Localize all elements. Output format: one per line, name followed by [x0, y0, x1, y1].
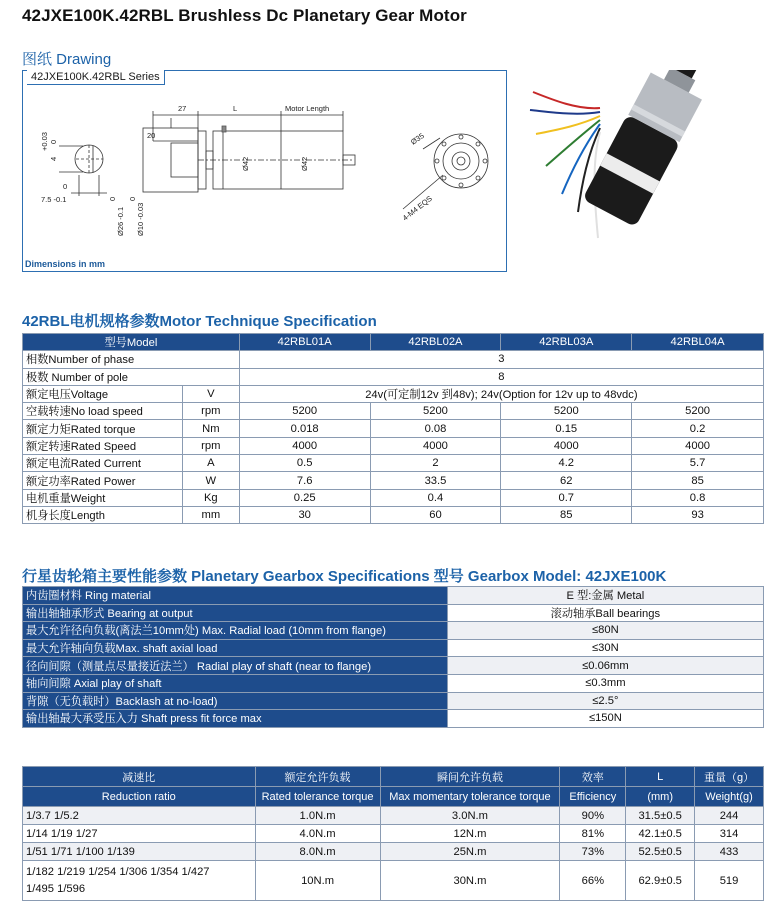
table-row [23, 604, 764, 622]
cell: 0.15 [501, 420, 632, 437]
row-label: 轴向间隙 Axial play of shaft [23, 674, 448, 692]
cell: 4000 [370, 437, 501, 454]
cell: 4.2 [501, 455, 632, 472]
row-label: 额定力矩Rated torque [23, 420, 183, 437]
table-row [23, 861, 764, 901]
table-row [23, 622, 764, 640]
cell: 30 [239, 506, 370, 523]
cell: 33.5 [370, 472, 501, 489]
table-header-row [23, 787, 764, 807]
header-ratio: Reduction ratio [23, 787, 256, 807]
table-header-row [23, 767, 764, 787]
dim-tol-4: +0.03 [40, 132, 49, 151]
cell-ratio-line1: 1/182 1/219 1/254 1/306 1/354 1/427 [26, 865, 210, 878]
header-model-04a: 42RBL04A [632, 334, 764, 351]
cell: 5200 [370, 403, 501, 420]
row-value: 3 [239, 351, 763, 368]
cell: 314 [695, 825, 764, 843]
row-unit: rpm [182, 437, 239, 454]
row-label: 最大允许径向负载(离法兰10mm处) Max. Radial load (10mm from flange) [23, 622, 448, 640]
cell: 433 [695, 843, 764, 861]
cell: 10N.m [255, 861, 380, 901]
header-model-03a: 42RBL03A [501, 334, 632, 351]
row-value: ≤80N [447, 622, 763, 640]
gearbox-spec-table [22, 586, 764, 728]
row-label: 额定功率Rated Power [23, 472, 183, 489]
dim-phi10: Ø10 -0.03 [136, 202, 145, 236]
cell: 4.0N.m [255, 825, 380, 843]
header-model-02a: 42RBL02A [370, 334, 501, 351]
motor-spec-table [22, 333, 764, 524]
cell: 60 [370, 506, 501, 523]
row-label: 输出轴最大承受压入力 Shaft press fit force max [23, 710, 448, 728]
dim-4: 4 [49, 156, 58, 161]
drawing-heading: 图纸 Drawing [22, 51, 112, 68]
dim-20: 20 [147, 131, 156, 140]
header-ratio-cn: 减速比 [23, 767, 256, 787]
dim-phi35: Ø35 [408, 131, 426, 147]
cell: 12N.m [380, 825, 560, 843]
row-value: ≤0.06mm [447, 657, 763, 675]
header-L: L [626, 767, 695, 787]
row-label: 背隙（无负载时）Backlash at no-load) [23, 692, 448, 710]
reduction-ratio-table [22, 766, 764, 901]
page-title: 42JXE100K.42RBL Brushless Dc Planetary Gear Motor [22, 6, 467, 25]
cell: 0.4 [370, 489, 501, 506]
cell: 66% [560, 861, 626, 901]
cell: 81% [560, 825, 626, 843]
cell: 52.5±0.5 [626, 843, 695, 861]
cell: 62.9±0.5 [626, 861, 695, 901]
row-unit: A [182, 455, 239, 472]
row-label: 最大允许轴向负载Max. shaft axial load [23, 639, 448, 657]
motor-spec-heading: 42RBL电机规格参数Motor Technique Specification [22, 313, 377, 330]
cell: 93 [632, 506, 764, 523]
table-row [23, 506, 764, 523]
cell: 0.5 [239, 455, 370, 472]
header-rated: Rated tolerance torque [255, 787, 380, 807]
cell: 85 [501, 506, 632, 523]
cell: 4000 [632, 437, 764, 454]
cell: 42.1±0.5 [626, 825, 695, 843]
cell: 2 [370, 455, 501, 472]
header-model: 型号Model [23, 334, 240, 351]
cell: 25N.m [380, 843, 560, 861]
motor-photo [528, 70, 774, 268]
series-label: 42JXE100K.42RBL Series [27, 70, 165, 85]
row-value: ≤150N [447, 710, 763, 728]
cell: 30N.m [380, 861, 560, 901]
table-row [23, 368, 764, 385]
technical-drawing [23, 71, 508, 273]
cell: 7.6 [239, 472, 370, 489]
dim-phi42-motor: Ø42 [300, 156, 309, 171]
cell: 0.2 [632, 420, 764, 437]
cell: 0.7 [501, 489, 632, 506]
header-model-01a: 42RBL01A [239, 334, 370, 351]
row-value: E 型:金属 Metal [447, 587, 763, 605]
drawing-box [22, 70, 507, 272]
dim-phi42-gear: Ø42 [241, 156, 250, 171]
table-row [23, 437, 764, 454]
dim-27: 27 [178, 104, 187, 113]
table-row [23, 403, 764, 420]
table-row [23, 825, 764, 843]
row-label: 空载转速No load speed [23, 403, 183, 420]
cell: 0.25 [239, 489, 370, 506]
row-unit: V [182, 385, 239, 402]
cell: 0.08 [370, 420, 501, 437]
header-weight-cn: 重量（g） [695, 767, 764, 787]
table-row [23, 489, 764, 506]
row-value: 8 [239, 368, 763, 385]
table-row [23, 587, 764, 605]
dim-zero-4: 0 [49, 139, 58, 144]
dim-phi26: Ø26 -0.1 [116, 206, 125, 236]
cell: 5200 [632, 403, 764, 420]
row-value: 滚动轴承Ball bearings [447, 604, 763, 622]
row-label: 额定转速Rated Speed [23, 437, 183, 454]
cell: 73% [560, 843, 626, 861]
row-unit: W [182, 472, 239, 489]
row-unit: Kg [182, 489, 239, 506]
header-eff: Efficiency [560, 787, 626, 807]
cell: 62 [501, 472, 632, 489]
row-label: 极数 Number of pole [23, 368, 240, 385]
cell-ratio: 1/51 1/71 1/100 1/139 [23, 843, 256, 861]
row-label: 额定电压Voltage [23, 385, 183, 402]
table-row [23, 657, 764, 675]
dim-motor-length: Motor Length [285, 104, 330, 113]
cell: 244 [695, 807, 764, 825]
cell: 1.0N.m [255, 807, 380, 825]
cell: 5200 [239, 403, 370, 420]
table-row [23, 351, 764, 368]
cell: 0.018 [239, 420, 370, 437]
dim-L: L [233, 104, 238, 113]
dim-zero-26: 0 [108, 196, 117, 201]
row-label: 额定电流Rated Current [23, 455, 183, 472]
cell-ratio: 1/14 1/19 1/27 [23, 825, 256, 843]
row-value: 24v(可定制12v 到48v); 24v(Option for 12v up to 48vdc) [239, 385, 763, 402]
header-L-unit: (mm) [626, 787, 695, 807]
row-label: 内齿圈材料 Ring material [23, 587, 448, 605]
table-row [23, 692, 764, 710]
table-header-row [23, 334, 764, 351]
header-eff-cn: 效率 [560, 767, 626, 787]
header-max: Max momentary tolerance torque [380, 787, 560, 807]
cell: 8.0N.m [255, 843, 380, 861]
row-label: 相数Number of phase [23, 351, 240, 368]
row-label: 机身长度Length [23, 506, 183, 523]
cell: 4000 [501, 437, 632, 454]
flange-view-outer [434, 134, 488, 188]
row-value: ≤0.3mm [447, 674, 763, 692]
row-unit: mm [182, 506, 239, 523]
table-row [23, 420, 764, 437]
table-row [23, 385, 764, 402]
cell: 90% [560, 807, 626, 825]
table-row [23, 472, 764, 489]
row-label: 径向间隙（测量点尽量接近法兰） Radial play of shaft (near to flange) [23, 657, 448, 675]
cell: 5200 [501, 403, 632, 420]
table-row [23, 710, 764, 728]
cell-ratio [23, 861, 256, 901]
gearbox-spec-heading: 行星齿轮箱主要性能参数 Planetary Gearbox Specifications 型号 Gearbox Model: 42JXE100K [22, 568, 667, 585]
table-row [23, 674, 764, 692]
cell: 3.0N.m [380, 807, 560, 825]
cell: 0.8 [632, 489, 764, 506]
dim-zero-10: 0 [128, 196, 137, 201]
cell: 31.5±0.5 [626, 807, 695, 825]
table-row [23, 843, 764, 861]
dimensions-note: Dimensions in mm [25, 259, 106, 269]
cell-ratio: 1/3.7 1/5.2 [23, 807, 256, 825]
row-label: 输出轴轴承形式 Bearing at output [23, 604, 448, 622]
table-row [23, 455, 764, 472]
cell: 85 [632, 472, 764, 489]
row-unit: Nm [182, 420, 239, 437]
dim-zero-75: 0 [63, 182, 68, 191]
dim-7-5: 7.5 -0.1 [41, 195, 67, 204]
cell: 5.7 [632, 455, 764, 472]
header-rated-cn: 额定允许负载 [255, 767, 380, 787]
row-unit: rpm [182, 403, 239, 420]
header-max-cn: 瞬间允许负载 [380, 767, 560, 787]
cell: 4000 [239, 437, 370, 454]
row-value: ≤30N [447, 639, 763, 657]
dim-4-m4: 4-M4 EQS [400, 193, 434, 223]
header-weight: Weight(g) [695, 787, 764, 807]
cell-ratio-line2: 1/495 1/596 [26, 882, 86, 895]
table-row [23, 807, 764, 825]
cell: 519 [695, 861, 764, 901]
table-row [23, 639, 764, 657]
row-value: ≤2.5° [447, 692, 763, 710]
row-label: 电机重量Weight [23, 489, 183, 506]
